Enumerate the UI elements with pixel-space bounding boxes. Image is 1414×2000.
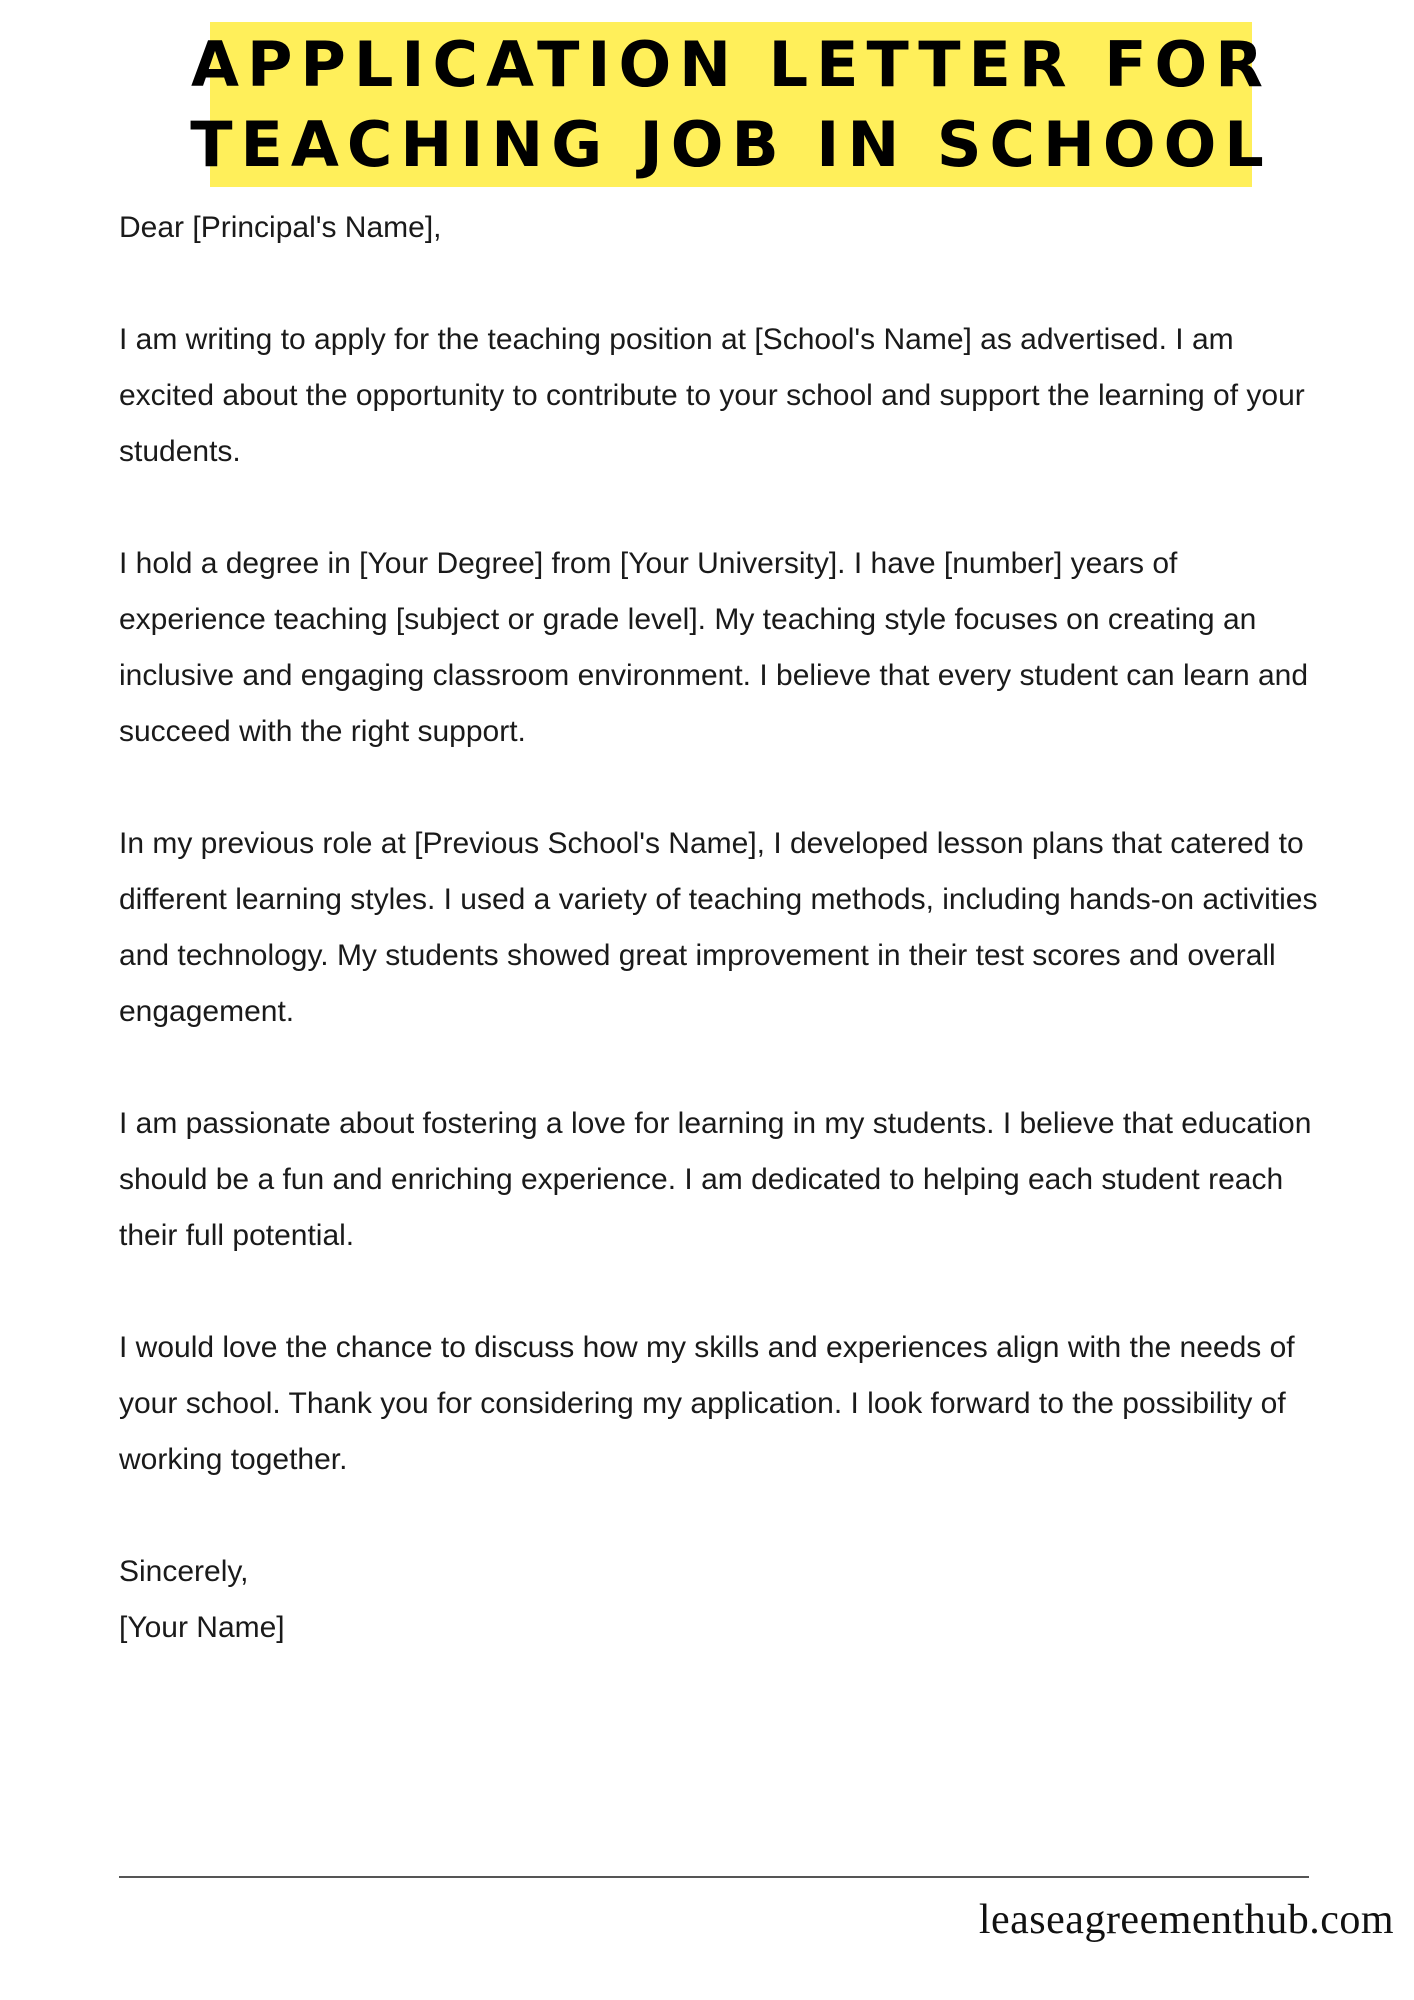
signature: [Your Name] (119, 1611, 285, 1644)
footer-website: leaseagreementhub.com (978, 1897, 1394, 1943)
page-title-line-2: TEACHING JOB IN SCHOOL (190, 107, 1272, 181)
paragraph-3: In my previous role at [Previous School's Name], I developed lesson plans that catered to different learning styles. I used a variety of teaching methods, including hands-on activities and technology. My students showed great improvement in their test scores and overall engagement. (119, 827, 1318, 1028)
letter-body (119, 200, 1319, 1656)
paragraph-1: I am writing to apply for the teaching position at [School's Name] as advertised. I am excited about the opportunity to contribute to your school and support the learning of your students. (119, 323, 1305, 468)
paragraph-2: I hold a degree in [Your Degree] from [Your University]. I have [number] years of experience teaching [subject or grade level]. My teaching style focuses on creating an inclusive and engaging classroom environment. I believe that every student can learn and succeed with the right support. (119, 547, 1309, 748)
salutation: Dear [Principal's Name], (119, 211, 442, 244)
paragraph-4: I am passionate about fostering a love for learning in my students. I believe that education should be a fun and enriching experience. I am dedicated to helping each student reach their full potential. (119, 1107, 1312, 1252)
paragraph-5: I would love the chance to discuss how my skills and experiences align with the needs of your school. Thank you for considering my application. I look forward to the possibility of working together. (119, 1331, 1295, 1476)
footer-divider (119, 1876, 1309, 1878)
closing: Sincerely, (119, 1555, 249, 1588)
title-highlight-block (190, 22, 1272, 187)
page-title-line-1: APPLICATION LETTER FOR (191, 27, 1271, 101)
